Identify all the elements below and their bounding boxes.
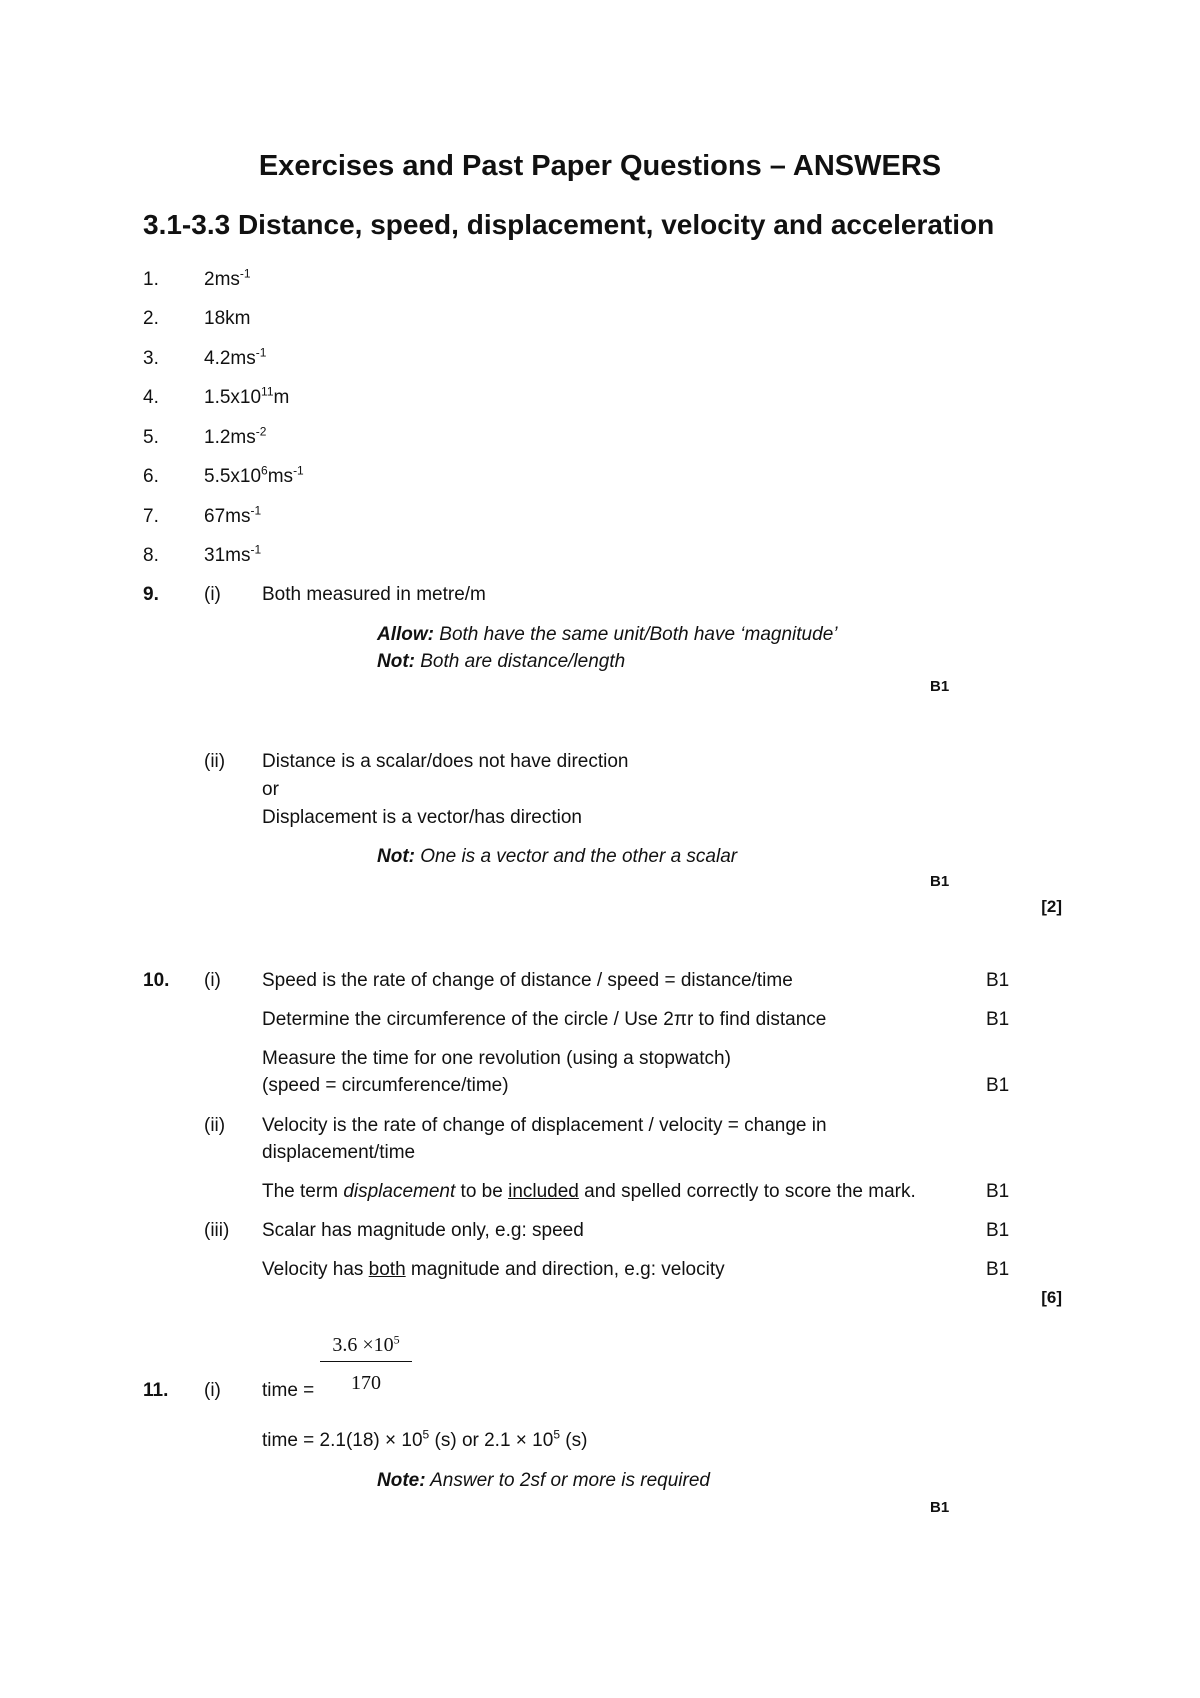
note: Note: Answer to 2sf or more is required (377, 1470, 710, 1491)
part-label: (iii) (204, 1220, 230, 1241)
answer-text: (speed = circumference/time) (262, 1075, 509, 1096)
question-number: 9. (143, 584, 159, 605)
answer-number: 3. (143, 348, 159, 369)
answer-text: displacement/time (262, 1142, 416, 1163)
answer-text: Velocity is the rate of change of displacement / velocity = change in (262, 1115, 827, 1136)
mark-label: B1 (930, 678, 950, 695)
question-number: 11. (143, 1380, 169, 1401)
answer-number: 1. (143, 269, 159, 290)
mark-label: B1 (930, 873, 950, 890)
total-marks: [6] (1041, 1288, 1062, 1307)
answer-value: $4.2ms^{-1}$ (204, 345, 267, 369)
mark-label: B1 (986, 1009, 1010, 1030)
answer-text: The term displacement to be included and spelled correctly to score the mark. (262, 1181, 916, 1202)
part-label: (ii) (204, 751, 226, 772)
answer-number: 5. (143, 427, 159, 448)
answer-text: Scalar has magnitude only, e.g: speed (262, 1220, 584, 1241)
not-note: Not: One is a vector and the other a scalar (377, 846, 738, 867)
mark-label: B1 (930, 1499, 950, 1516)
mark-label: B1 (986, 1220, 1010, 1241)
answer-text: Velocity has both magnitude and direction, e.g: velocity (262, 1259, 725, 1280)
answer-number: 6. (143, 466, 159, 487)
answer-text: or (262, 779, 279, 800)
answer-text: Measure the time for one revolution (using a stopwatch) (262, 1048, 731, 1069)
part-label: (i) (204, 1380, 221, 1401)
total-marks: [2] (1041, 897, 1062, 916)
time-label: time = (262, 1380, 315, 1401)
answer-result: time = $2.1(18) \times 10^5$ (s) or $2.1 \times 10^5$ (s) (262, 1427, 588, 1451)
allow-note: Allow: Both have the same unit/Both have ‘magnitude’ (377, 624, 838, 645)
page-title: Exercises and Past Paper Questions – ANSWERS (258, 150, 942, 182)
answer-text: Speed is the rate of change of distance / speed = distance/time (262, 970, 793, 991)
mark-label: B1 (986, 1075, 1010, 1096)
answer-value: $2ms^{-1}$ (204, 266, 251, 290)
answer-value: $5.5x10^6ms^{-1}$ (204, 463, 304, 487)
answer-value: $67ms^{-1}$ (204, 503, 262, 527)
fraction-denominator: 170 (351, 1372, 381, 1394)
mark-label: B1 (986, 1181, 1010, 1202)
answer-text: Distance is a scalar/does not have direction (262, 751, 629, 772)
fraction (320, 1334, 412, 1395)
part-label: (i) (204, 584, 221, 605)
part-label: (i) (204, 970, 221, 991)
answer-value: $1.2ms^{-2}$ (204, 424, 267, 448)
answer-number: 7. (143, 506, 159, 527)
answer-number: 2. (143, 308, 159, 329)
answer-text: Both measured in metre/m (262, 584, 486, 605)
answer-number: 4. (143, 387, 159, 408)
answer-text: Displacement is a vector/has direction (262, 807, 582, 828)
answer-text: Determine the circumference of the circle / Use 2πr to find distance (262, 1009, 827, 1030)
mark-label: B1 (986, 1259, 1010, 1280)
fraction-numerator: $3.6 \times 10^5$ (320, 1334, 412, 1362)
answer-number: 8. (143, 545, 159, 566)
part-label: (ii) (204, 1115, 226, 1136)
section-heading: 3.1-3.3 Distance, speed, displacement, velocity and acceleration (143, 209, 995, 240)
mark-label: B1 (986, 970, 1010, 991)
answer-value: 18km (204, 308, 251, 329)
question-number: 10. (143, 970, 170, 991)
answer-value: $31ms^{-1}$ (204, 542, 262, 566)
answer-value: $1.5x10^{11}m$ (204, 384, 290, 408)
not-note: Not: Both are distance/length (377, 651, 626, 672)
